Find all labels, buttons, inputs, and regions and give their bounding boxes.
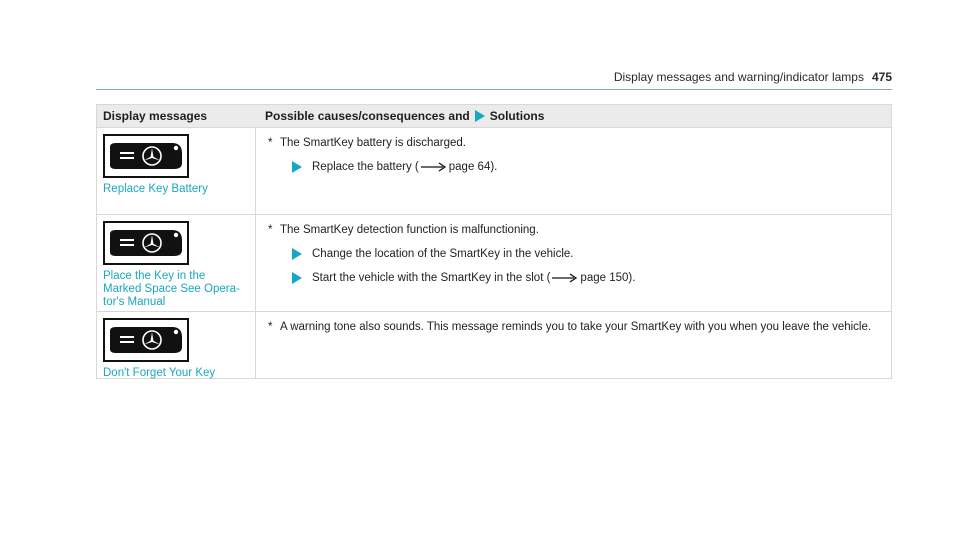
cause-text: * A warning tone also sounds. This message reminds you to take your SmartKey with you when you leave the vehicle. [268, 321, 872, 333]
table-row [97, 127, 891, 214]
solution-item: Start the vehicle with the SmartKey in the slot ( page 150). [292, 271, 879, 285]
causes-cell [256, 215, 891, 311]
causes-cell [256, 128, 891, 214]
col-causes-solutions [253, 109, 891, 123]
page-reference-link[interactable]: page 150). [580, 272, 636, 284]
page-number: 475 [871, 70, 892, 84]
cause-text: * The SmartKey detection function is malfunctioning. [268, 224, 539, 236]
col-solutions-label: Solutions [489, 109, 545, 123]
smartkey-icon [103, 318, 189, 362]
page-header [96, 70, 892, 90]
col-causes-label: Possible causes/consequences and [265, 109, 470, 123]
solution-item: Replace the battery ( page 64). [292, 160, 879, 174]
page-reference-arrow-icon [552, 273, 578, 283]
table-row [97, 311, 891, 378]
solution-item: Change the location of the SmartKey in the vehicle. [292, 247, 879, 261]
causes-cell [256, 312, 891, 378]
page-reference-link[interactable]: page 64). [448, 161, 498, 173]
table-header [97, 105, 891, 127]
message-label: Replace Key Battery [103, 183, 208, 195]
arrow-right-icon [292, 272, 302, 284]
arrow-right-icon [292, 161, 302, 173]
arrow-right-icon [475, 110, 485, 122]
message-cell [97, 128, 256, 214]
smartkey-icon [103, 134, 189, 178]
cause-text: * The SmartKey battery is discharged. [268, 137, 466, 149]
smartkey-icon [103, 221, 189, 265]
display-messages-table [96, 104, 892, 379]
message-label: Don't Forget Your Key [103, 367, 216, 379]
section-title: Display messages and warning/indicator lamps [613, 70, 864, 84]
page-reference-arrow-icon [421, 162, 447, 172]
message-label: Place the Key in the Marked Space See Opera- tor's Manual [103, 270, 240, 308]
col-display-messages: Display messages [103, 109, 208, 123]
message-cell [97, 215, 256, 311]
arrow-right-icon [292, 248, 302, 260]
message-cell [97, 312, 256, 378]
table-row [97, 214, 891, 311]
